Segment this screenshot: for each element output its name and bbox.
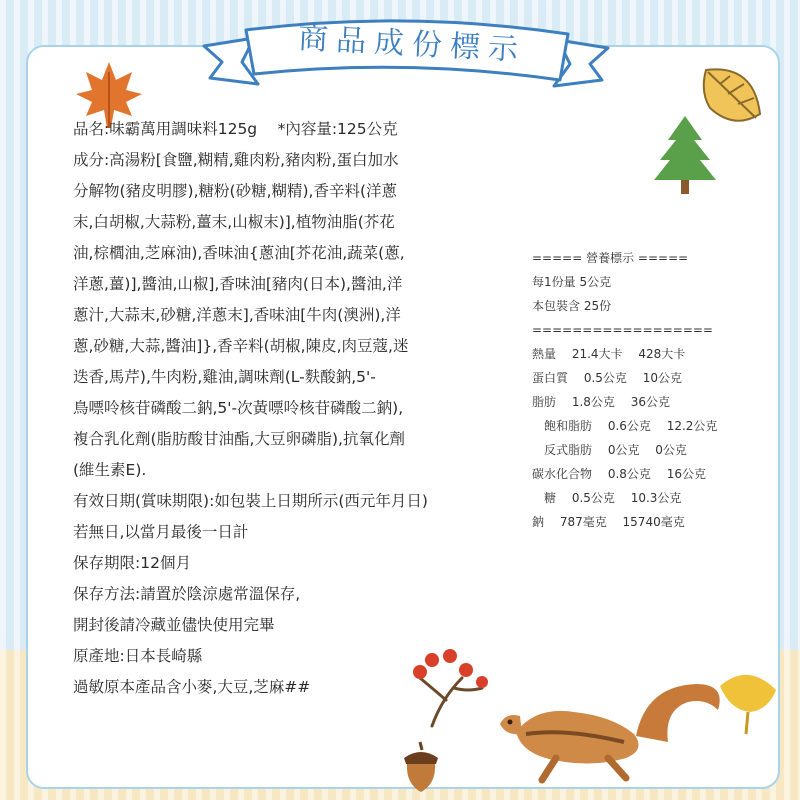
label-line-ingredients-7: 蔥,砂糖,大蒜,醬油]},香辛料(胡椒,陳皮,肉豆蔻,迷 bbox=[73, 337, 409, 355]
label-line-ingredients-8: 迭香,馬芹),牛肉粉,雞油,調味劑(L-麩酸鈉,5'- bbox=[73, 368, 376, 386]
nutrition-facts bbox=[532, 246, 772, 534]
label-line-ingredients-4: 油,棕櫚油,芝麻油),香味油{蔥油[芥花油,蔬菜(蔥, bbox=[73, 244, 405, 262]
nutrition-serving-size: 每1份量 5公克 bbox=[532, 275, 612, 289]
ingredient-label bbox=[73, 114, 513, 703]
label-line-ingredients-11: (維生素E). bbox=[73, 461, 147, 479]
label-line-ingredients-10: 複合乳化劑(脂肪酸甘油酯,大豆卵磷脂),抗氧化劑 bbox=[73, 430, 405, 448]
label-line-ingredients-6: 蔥汁,大蒜末,砂糖,洋蔥末],香味油[牛肉(澳洲),洋 bbox=[73, 306, 401, 324]
label-line-storage-note: 開封後請冷藏並儘快使用完畢 bbox=[73, 616, 275, 634]
label-line-product-name: 品名:味霸萬用調味料125g *內容量:125公克 bbox=[73, 120, 398, 138]
nutrition-row-sodium: 鈉 787毫克 15740毫克 bbox=[532, 515, 685, 529]
nutrition-row-trans-fat: 反式脂肪 0公克 0公克 bbox=[532, 443, 687, 457]
label-line-shelf-life: 保存期限:12個月 bbox=[73, 554, 191, 572]
squirrel-icon bbox=[496, 676, 726, 786]
pine-tree-icon bbox=[650, 114, 720, 196]
nutrition-row-energy: 熱量 21.4大卡 428大卡 bbox=[532, 347, 686, 361]
nutrition-divider: ================== bbox=[532, 323, 713, 337]
label-line-expiry: 有效日期(賞味期限):如包裝上日期所示(西元年月日) bbox=[73, 492, 428, 510]
label-line-ingredients-3: 末,白胡椒,大蒜粉,薑末,山椒末)],植物油脂(芥花 bbox=[73, 213, 395, 231]
label-line-origin: 原產地:日本長崎縣 bbox=[73, 647, 203, 665]
nutrition-row-sugar: 糖 0.5公克 10.3公克 bbox=[532, 491, 682, 505]
nutrition-header: ===== 營養標示 ===== bbox=[532, 251, 689, 265]
nutrition-row-fat: 脂肪 1.8公克 36公克 bbox=[532, 395, 670, 409]
label-line-ingredients-5: 洋蔥,薑)],醬油,山椒],香味油[豬肉(日本),醬油,洋 bbox=[73, 275, 403, 293]
label-line-ingredients-9: 鳥嘌呤核苷磷酸二鈉,5'-次黃嘌呤核苷磷酸二鈉), bbox=[73, 399, 404, 417]
acorn-icon bbox=[396, 738, 446, 794]
nutrition-servings-per-pack: 本包裝含 25份 bbox=[532, 299, 612, 313]
nutrition-row-protein: 蛋白質 0.5公克 10公克 bbox=[532, 371, 682, 385]
label-line-ingredients-1: 成分:高湯粉[食鹽,糊精,雞肉粉,豬肉粉,蛋白加水 bbox=[73, 151, 399, 169]
label-line-allergen: 過敏原本產品含小麥,大豆,芝麻## bbox=[73, 678, 311, 696]
label-line-storage: 保存方法:請置於陰涼處常溫保存, bbox=[73, 585, 301, 603]
nutrition-row-carbohydrate: 碳水化合物 0.8公克 16公克 bbox=[532, 467, 706, 481]
label-line-ingredients-2: 分解物(豬皮明膠),糖粉(砂糖,糊精),香辛料(洋蔥 bbox=[73, 182, 398, 200]
nutrition-row-saturated-fat: 飽和脂肪 0.6公克 12.2公克 bbox=[532, 419, 718, 433]
page-title: 商品成份標示 bbox=[297, 21, 527, 68]
label-line-expiry-note: 若無日,以當月最後一日計 bbox=[73, 523, 249, 541]
